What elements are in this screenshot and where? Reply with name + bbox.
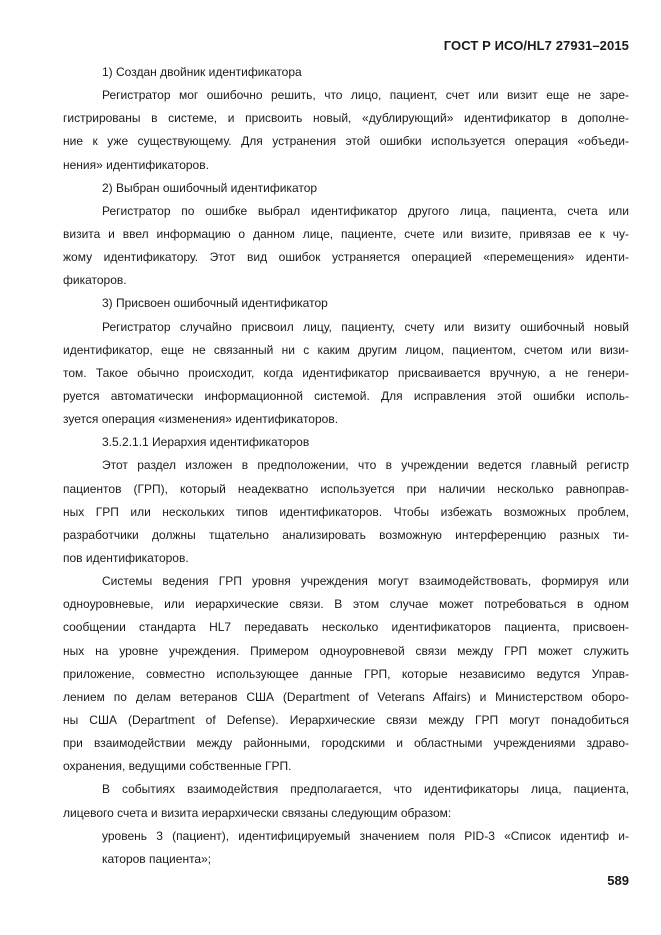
text-line: ных на уровне учреждения. Примером одноуровневой связи между ГРП может служить [63,643,629,658]
text-line: лением по делам ветеранов США (Department of Veterans Affairs) и Министерством оборо- [63,689,629,704]
text-line: Регистратор мог ошибочно решить, что лицо, пациент, счет или визит еще не заре- [102,88,629,103]
text-line: 1) Создан двойник идентификатора [102,65,302,79]
text-line: визита и ввел информацию о данном лице, пациенте, счете или визите, привязав ее к чу- [63,226,629,241]
standard-header: ГОСТ Р ИСО/HL7 27931–2015 [443,38,629,53]
document-body [63,61,629,871]
text-line: идентификатор, еще не связанный ни с каким другим лицом, пациентом, счетом или визи- [63,342,629,357]
text-line: одноуровневые, или иерархические связи. В этом случае может потребоваться в одном [63,597,629,612]
text-line: разработчики должны тщательно анализировать возможную интерференцию разных ти- [63,527,629,542]
text-line: при взаимодействии между районными, городскими и областными учреждениями здраво- [63,736,629,751]
text-line: ние к уже существующему. Для устранения этой ошибки используется операция «объеди- [63,134,629,149]
text-line: пациентов (ГРП), который неадекватно используется при наличии несколько равноправ- [63,481,629,496]
page-number: 589 [607,873,629,888]
text-line: ны США (Department of Defense). Иерархические связи между ГРП могут понадобиться [63,712,629,727]
text-line: жому идентификатору. Этот вид ошибок устраняется операцией «перемещения» иденти- [63,250,629,265]
text-line: 3) Присвоен ошибочный идентификатор [102,296,328,311]
text-line: приложение, совместно использующее данные ГРП, которые независимо ведутся Управ- [63,666,629,681]
text-line: гистрированы в системе, и присвоить новый, «дублирующий» идентификатор в дополне- [63,111,629,126]
text-line: каторов пациента»; [102,851,212,866]
text-line: сообщении стандарта HL7 передавать несколько идентификаторов пациента, присвоен- [63,620,629,635]
text-line: Регистратор по ошибке выбрал идентификатор другого лица, пациента, счета или [102,203,629,218]
text-line: ных ГРП или нескольких типов идентификаторов. Чтобы избежать возможных проблем, [63,504,629,519]
text-line: Системы ведения ГРП уровня учреждения могут взаимодействовать, формируя или [102,574,629,589]
text-line: В событиях взаимодействия предполагается, что идентификаторы лица, пациента, [102,782,629,797]
text-line: 2) Выбран ошибочный идентификатор [102,180,318,195]
text-line: лицевого счета и визита иерархически связаны следующим образом: [63,805,452,820]
text-line: руется автоматически информационной системой. Для исправления этой ошибки исполь- [63,388,629,403]
text-line: зуется операция «изменения» идентификаторов. [63,412,339,427]
text-line: фикаторов. [63,273,127,288]
text-line: том. Такое обычно происходит, когда идентификатор присваивается вручную, а не генери- [63,365,629,380]
text-line: Этот раздел изложен в предположении, что в учреждении ведется главный регистр [102,458,629,473]
text-line: Регистратор случайно присвоил лицу, пациенту, счету или визиту ошибочный новый [102,319,629,334]
text-line: охранения, ведущими собственные ГРП. [63,759,292,774]
text-line: 3.5.2.1.1 Иерархия идентификаторов [102,435,310,450]
text-line: нения» идентификаторов. [63,157,209,172]
text-line: пов идентификаторов. [63,550,189,565]
text-line: уровень 3 (пациент), идентифицируемый значением поля PID-3 «Список идентиф и- [102,828,629,843]
